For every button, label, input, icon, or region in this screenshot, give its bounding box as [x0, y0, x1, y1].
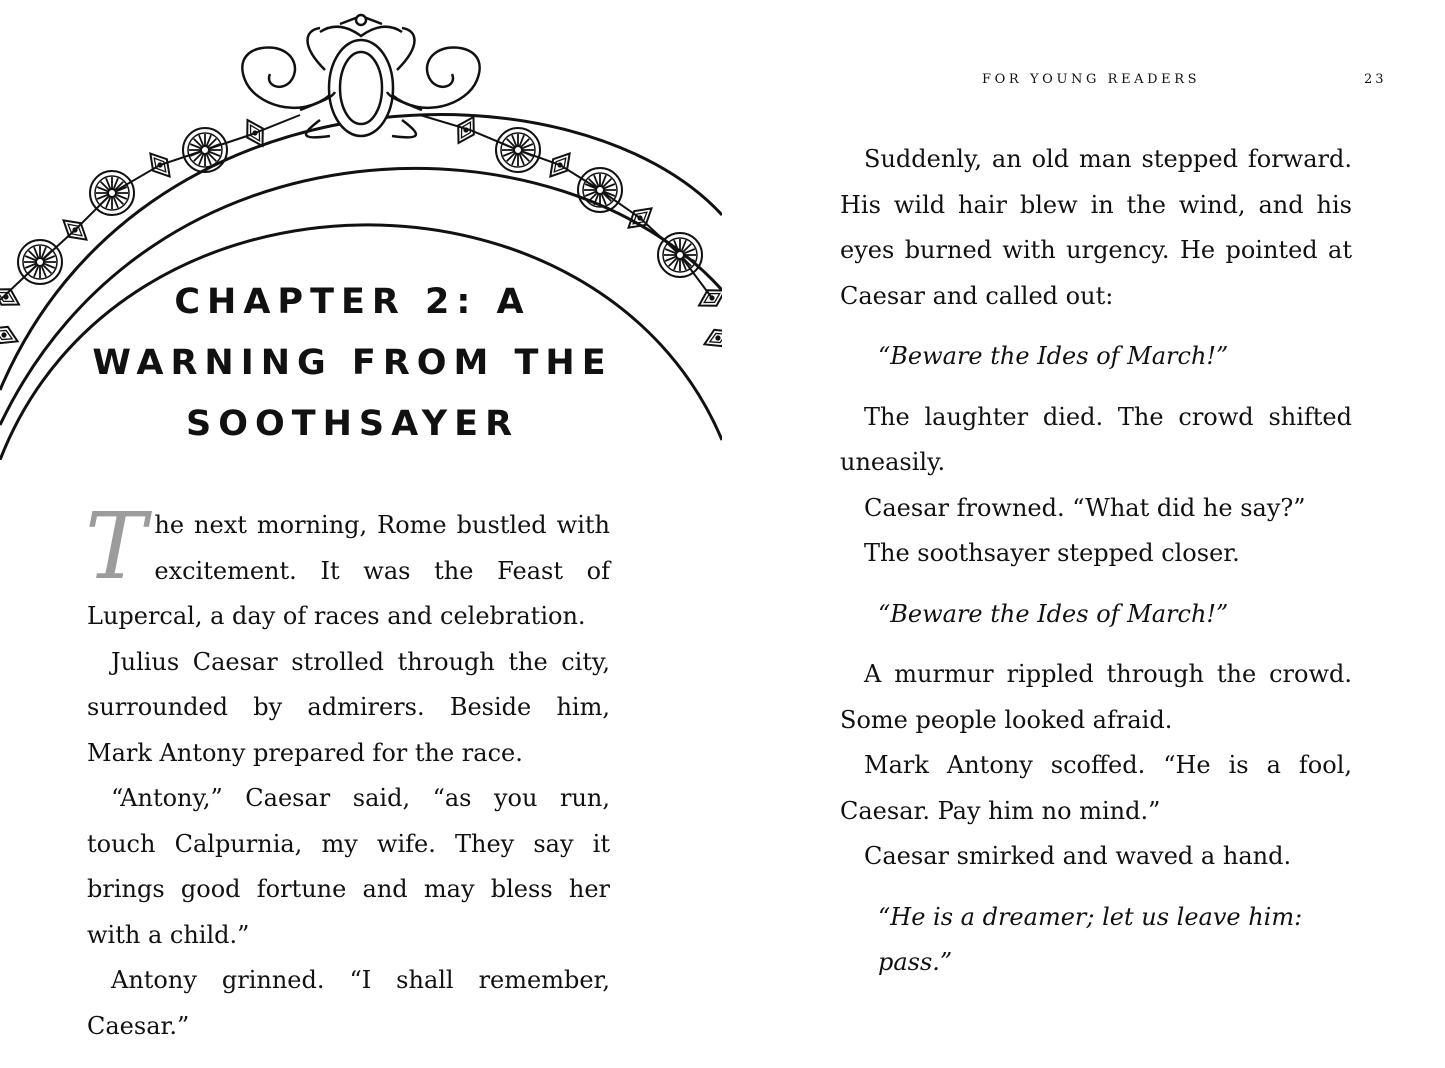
drop-cap: T: [85, 493, 147, 600]
paragraph: “Antony,” Caesar said, “as you run, touch Calpurnia, my wife. They say it brings good fortune and may bless her with a child.”: [87, 784, 610, 949]
left-body-text: [85, 493, 610, 1049]
opening-paragraph-text: he next morning, Rome bustled with excitement. It was the Feast of Lupercal, a day of races and celebration.: [87, 511, 610, 630]
quote: “He is a dreamer; let us leave him: pass.”: [878, 902, 1303, 976]
chapter-title-line: SOOTHSAYER: [185, 404, 520, 444]
quote: “Beware the Ides of March!”: [878, 599, 1229, 628]
paragraph: The laughter died. The crowd shifted uneasily.: [840, 402, 1352, 476]
left-page: [0, 0, 722, 1068]
paragraph: Mark Antony scoffed. “He is a fool, Caesar. Pay him no mind.”: [840, 751, 1352, 825]
page-number: 23: [1364, 72, 1387, 87]
paragraph: Julius Caesar strolled through the city, surrounded by admirers. Beside him, Mark Antony prepared for the race.: [87, 647, 610, 767]
paragraph: The soothsayer stepped closer.: [864, 539, 1240, 567]
chapter-title-line: WARNING FROM THE: [92, 343, 613, 383]
opening-paragraph: [85, 493, 610, 640]
right-body-text: [840, 137, 1352, 986]
paragraph: A murmur rippled through the crowd. Some people looked afraid.: [840, 660, 1352, 734]
paragraph: Suddenly, an old man stepped forward. His wild hair blew in the wind, and his eyes burned with urgency. He pointed at Caesar and called out:: [840, 145, 1352, 310]
paragraph: Caesar smirked and waved a hand.: [864, 842, 1292, 870]
running-head: FOR YOUNG READERS: [982, 72, 1201, 87]
chapter-title: [60, 272, 645, 455]
paragraph: Antony grinned. “I shall remember, Caesar.”: [87, 966, 610, 1040]
quote: “Beware the Ides of March!”: [878, 342, 1229, 370]
chapter-title-line: CHAPTER 2: A: [174, 282, 531, 322]
paragraph: Caesar frowned. “What did he say?”: [864, 493, 1306, 522]
